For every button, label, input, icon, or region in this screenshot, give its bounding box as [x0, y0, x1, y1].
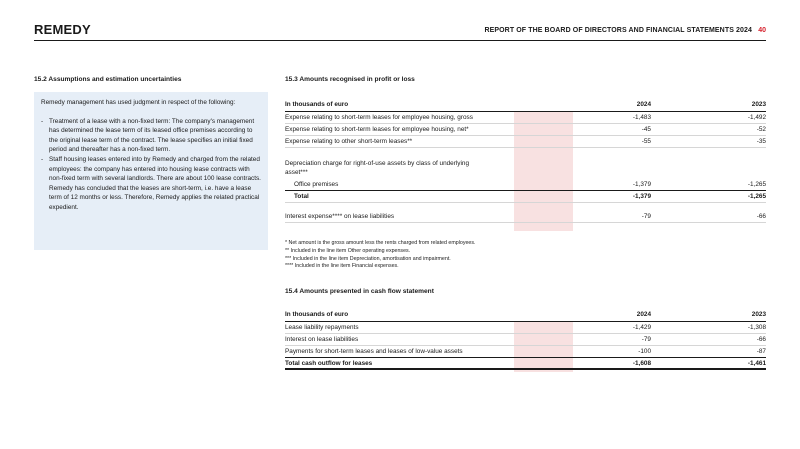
table-row: Expense relating to other short-term leases** -55 -35 [285, 136, 766, 148]
report-title: REPORT OF THE BOARD OF DIRECTORS AND FINANCIAL STATEMENTS 2024 [484, 27, 752, 34]
footnote: **** Included in the line item Financial expenses. [285, 263, 399, 270]
header-label: In thousands of euro [285, 101, 349, 108]
header-2023: 2023 [751, 311, 766, 318]
table-row: Office premises -1,379 -1,265 [285, 179, 766, 191]
section-15-4-title: 15.4 Amounts presented in cash flow statement [285, 288, 434, 295]
table-header-row [285, 310, 766, 322]
table-header-row [285, 100, 766, 112]
footnote: ** Included in the line item Other operating expenses. [285, 247, 411, 254]
cash-flow-table [285, 310, 766, 370]
table-row: Depreciation charge for right-of-use assets by class of underlying asset*** [285, 160, 469, 176]
profit-loss-table [285, 100, 766, 223]
remedy-logo: REMEDY [34, 22, 91, 37]
table-total-row: Total cash outflow for leases -1,608 -1,461 [285, 358, 766, 370]
table-total-row: Total -1,379 -1,265 [285, 191, 766, 203]
page-number: 40 [758, 27, 766, 34]
assumption-bullet-1: - Treatment of a lease with a non-fixed term: The company's management has determined the lease term of its leased office premises according to the original lease term of the contract. The lease specifies an initial fixed period and thereafter has a non-fixed term. [41, 117, 262, 155]
assumption-bullet-2: - Staff housing leases entered into by Remedy and charged from the related employees: the company has entered into housing lease contracts with non-fixed term with several landlords. There are about 100 lease contracts. Remedy has concluded that the leases are short-term, i.e. have a lease term of 12 months or less. Therefore, Remedy applies the related practical expedient. [41, 155, 262, 213]
header-2024: 2024 [636, 311, 651, 318]
table-row: Payments for short-term leases and leases of low-value assets -100 -87 [285, 346, 766, 358]
assumptions-note-box [34, 92, 268, 250]
table-row: Interest on lease liabilities -79 -66 [285, 334, 766, 346]
table-row: Lease liability repayments -1,429 -1,308 [285, 322, 766, 334]
section-15-2-title: 15.2 Assumptions and estimation uncertainties [34, 76, 182, 83]
spacer-row [285, 148, 766, 156]
table-row: Interest expense**** on lease liabilities -79 -66 [285, 211, 766, 223]
spacer-row [285, 203, 766, 211]
footnote: * Net amount is the gross amount less the rents charged from related employees. [285, 240, 476, 246]
header-2023: 2023 [751, 101, 766, 108]
table-row: Expense relating to short-term leases for employee housing, gross -1,483 -1,492 [285, 112, 766, 124]
header-label: In thousands of euro [285, 311, 349, 318]
header-2024: 2024 [636, 101, 651, 108]
footnote: *** Included in the line item Depreciation, amortisation and impairment. [285, 255, 451, 262]
section-15-3-title: 15.3 Amounts recognised in profit or loss [285, 76, 415, 83]
table-row: Expense relating to short-term leases for employee housing, net* -45 -52 [285, 124, 766, 136]
assumptions-intro: Remedy management has used judgment in respect of the following: [41, 99, 236, 106]
page-header [34, 22, 766, 41]
footnotes [285, 240, 476, 271]
